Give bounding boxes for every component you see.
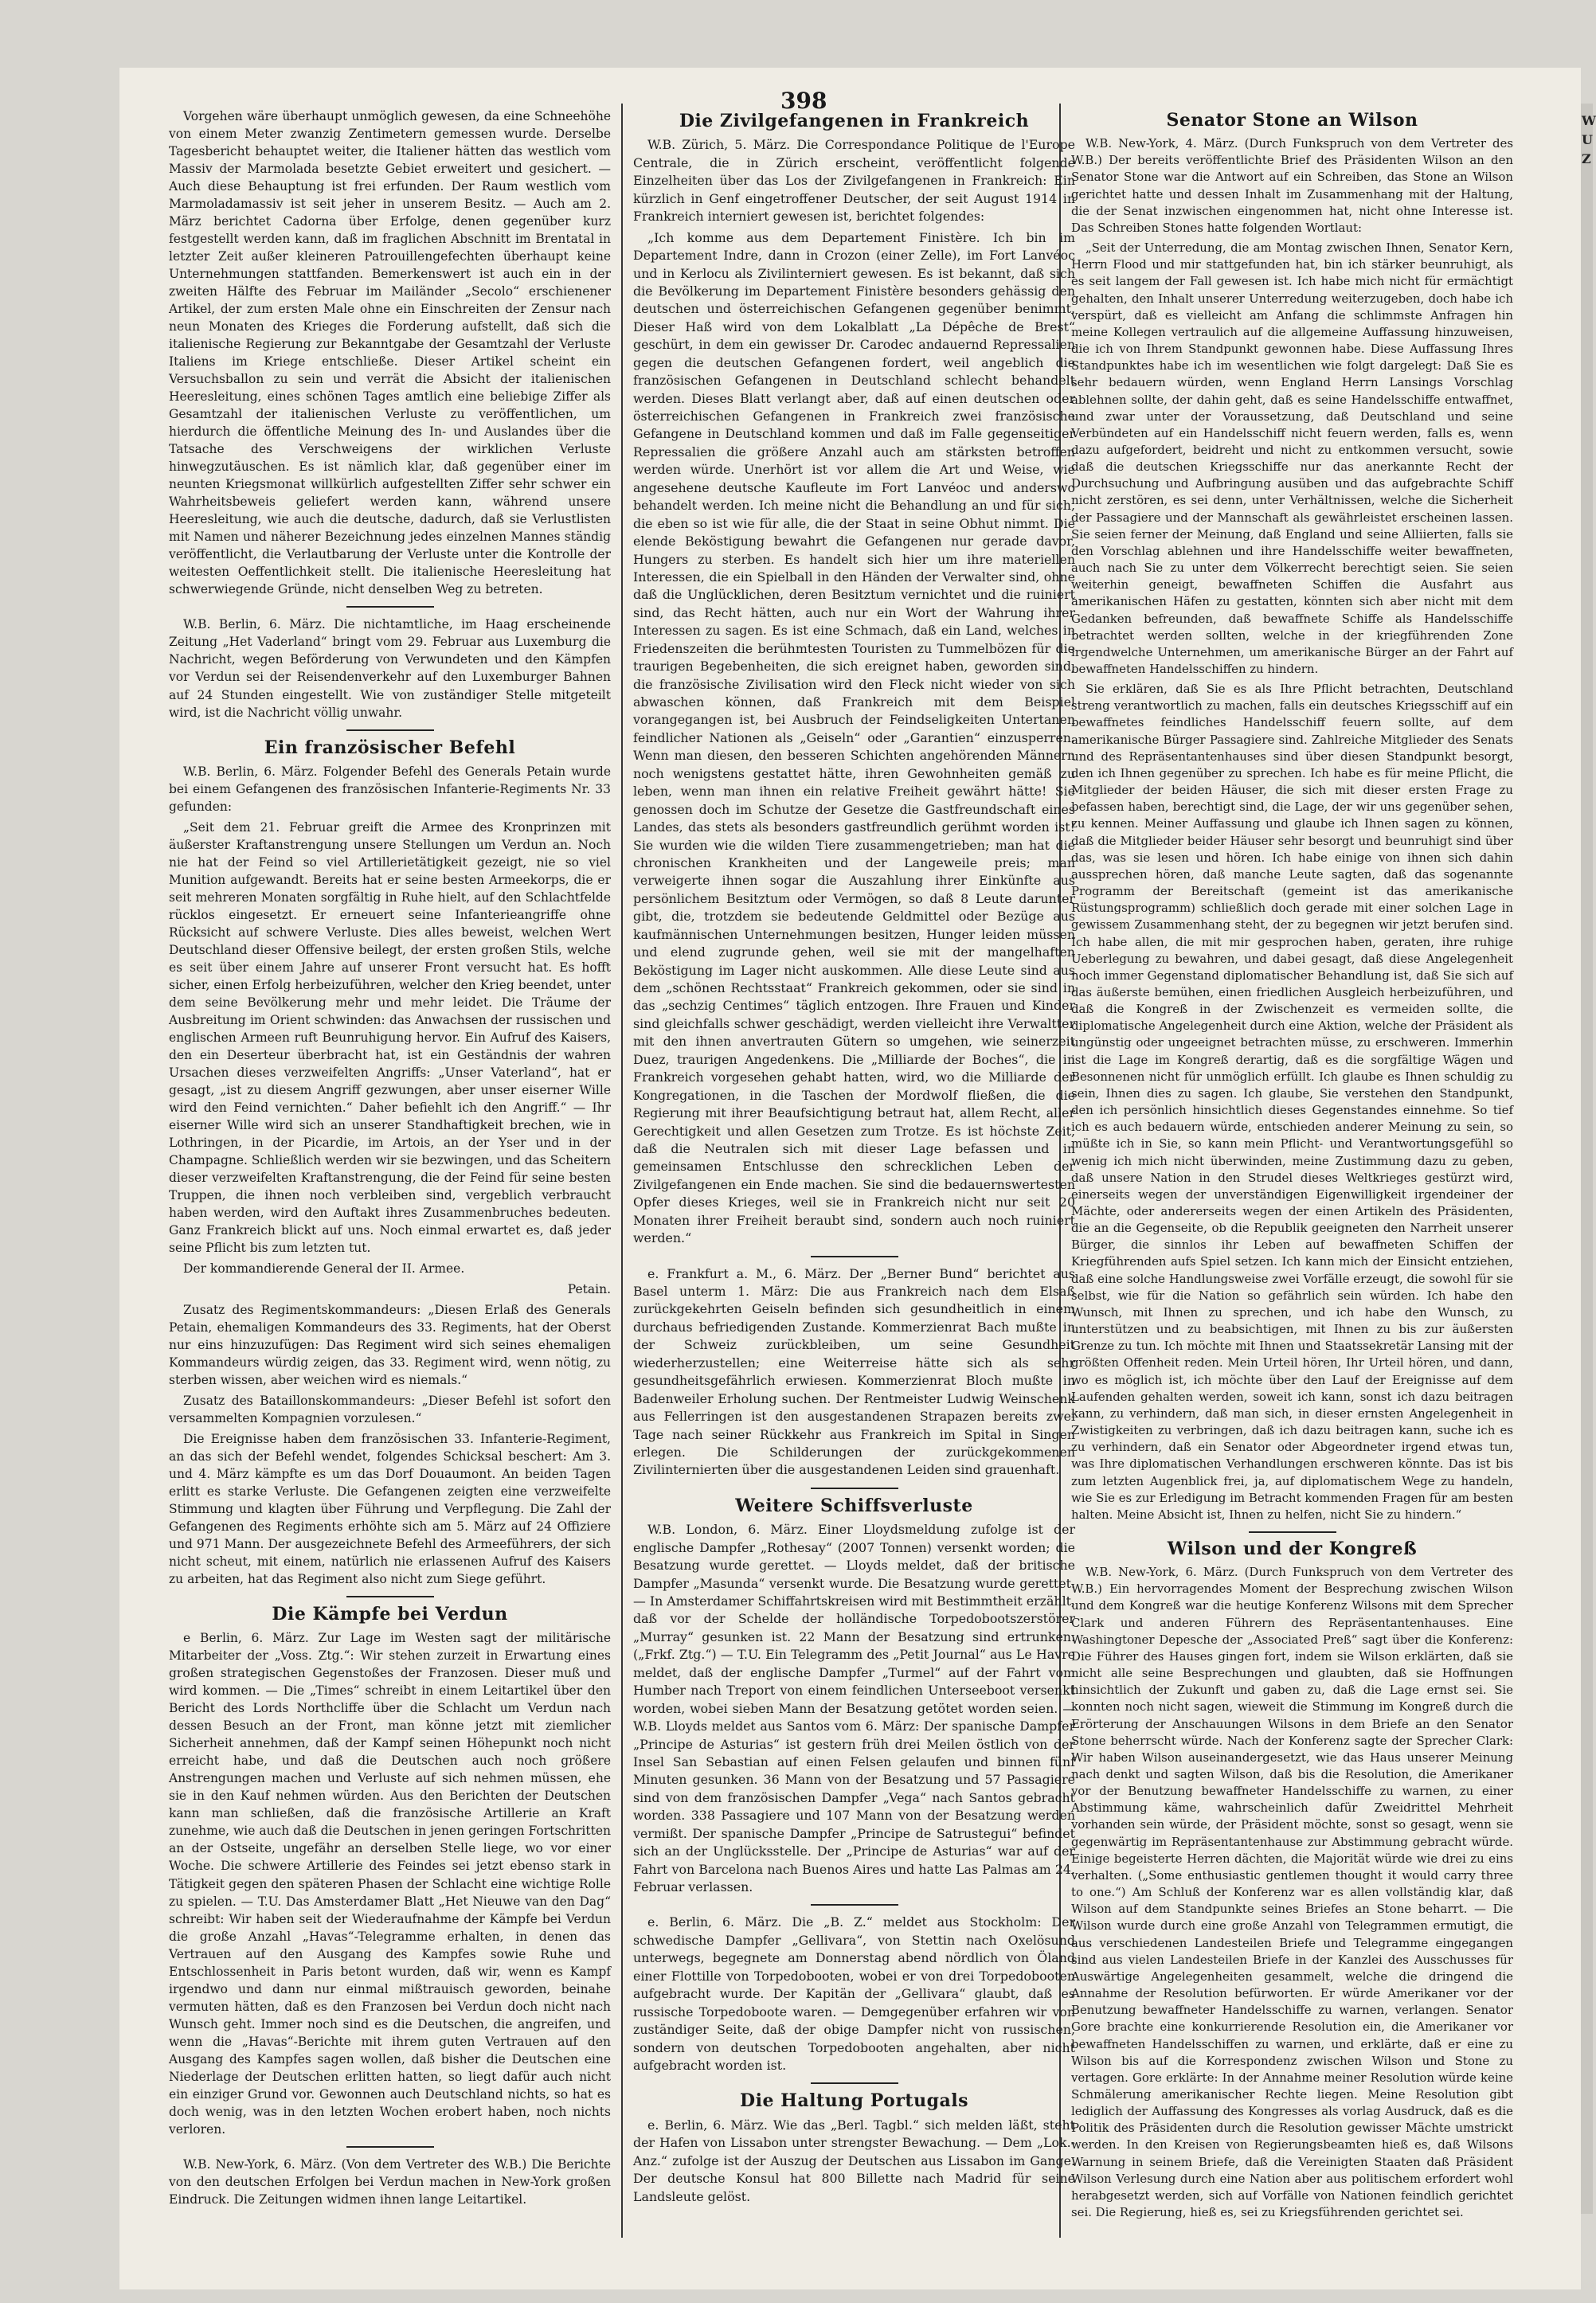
column-rule xyxy=(621,104,623,2238)
article-heading: Die Zivilgefangenen in Frankreich xyxy=(679,111,1030,131)
article-paragraph: „Seit der Unterredung, die am Montag zwischen Ihnen, Senator Kern, Herrn Flood und mir stattgefunden hat, bin ich stärker beunruhigt, als es seit langem der Fall gewesen ist. Ich habe mich nicht für ermächtigt gehalten, den Inhalt unserer Unterredung weiterzugeben, doch habe ich verspürt, daß es vielleicht am Anfang die schlimmste Anfragen hin meine Kollegen vertraulich auf die allgemeine Auffassung hinzuweisen, die ich von Ihrem Standpunkt gewonnen habe. Diese Auffassung Ihres Standpunktes habe ich im wesentlichen wie folgt dargelegt: Daß Sie es sehr bedauern würden, wenn England Herrn Lansings Vorschlag ablehnen sollte, der dahin geht, daß es seine Handelsschiffe entwaffnet, und zwar unter der Voraussetzung, daß Deutschland und seine Verbündeten auf ein Handelsschiff nicht feuern werden, falls es, wenn dazu aufgefordert, beidreht und nicht zu entkommen versucht, sowie daß die deutschen Kriegsschiffe nur das anerkannte Recht der Durchsuchung und Aufbringung ausüben und das aufgebrachte Schiff nicht zerstören, es sei denn, unter Verhältnissen, welche die Sicherheit der Passagiere und der Mannschaft als gewährleistet erscheinen lassen. Sie seien ferner der Meinung, daß England und seine Alliierten, falls sie den Vorschlag ablehnen und ihre Handelsschiffe weiter bewaffneten, auch nach Sie zu unter dem Völkerrecht berechtigt seien. Sie seien weiterhin geneigt, bewaffneten Schiffen die Ausfahrt aus amerikanischen Häfen zu gestatten, könnten sich aber nicht mit dem Gedanken befreunden, daß bewaffnete Schiffe als Handelsschiffe betrachtet werden sollten, welche in der kriegführenden Zone irgendwelche Unternehmen, um amerikanische Bürger an der Fahrt auf bewaffneten Handelsschiffen zu hindern. xyxy=(1071,240,1513,676)
separator xyxy=(811,1256,898,1257)
adjacent-page-text: W U Z xyxy=(1582,113,1596,166)
article-heading: Weitere Schiffsverluste xyxy=(735,1495,973,1516)
article-paragraph: Sie erklären, daß Sie es als Ihre Pflicht betrachten, Deutschland streng verantwortlich zu machen, falls ein deutsches Kriegsschiff auf ein bewaffnetes feindliches Handelsschiff feuern sollte, auf dem amerikanische Bürger Passagiere sind. Zahlreiche Mitglieder des Senats und des Repräsentantenhauses sind über diesen Standpunkt besorgt, den ich Ihnen gegenüber zu sprechen. Ich habe es für meine Pflicht, die Mitglieder der beiden Häuser, die sich mit dieser ersten Frage zu befassen haben, berechtigt sind, die Lage, der wir uns gegenüber sehen, zu kennen. Meiner Auffassung und glaube ich Ihnen sagen zu können, daß die Mitglieder beider Häuser sehr besorgt und beunruhigt sind über das, was sie lesen und hören. Ich habe einige von ihnen sich dahin aussprechen hören, daß manche Leute sagten, daß das sogenannte Programm der Bereitschaft (gemeint ist das amerikanische Rüstungsprogramm) schließlich doch gerade mit einer solchen Lage in gewissem Zusammenhang steht, der zu begegnen wir jetzt berufen sind. Ich habe allen, die mit mir gesprochen haben, geraten, ihre ruhige Ueberlegung zu bewahren, und dabei gesagt, daß diese Angelegenheit noch immer Gegenstand diplomatischer Behandlung ist, daß Sie sich auf das äußerste bemühen, einen friedlichen Ausgleich herbeizuführen, und daß die Kongreß in der Zwischenzeit es vermeiden sollte, die diplomatische Angelegenheit durch eine Aktion, welche der Präsident als ungünstig oder ungeeignet betrachten müsse, zu erschweren. Immerhin ist die Lage im Kongreß derartig, daß es die sorgfältige Wägen und Besonnenen nicht für unmöglich erfüllt. Ich glaube es Ihnen schuldig zu sein, Ihnen dies zu sagen. Ich glaube, Sie verstehen den Standpunkt, den ich persönlich hinsichtlich dieses Gegenstandes einnehme. So tief ich es auch bedauern würde, entschieden anderer Meinung zu sein, so müßte ich in Sie, so kann mein Pflicht- und Verantwortungsgefühl so wenig ich mich nicht überwinden, meine Zustimmung dazu zu geben, daß unsere Nation in den Strudel dieses Weltkrieges gestürzt wird, einerseits wegen der unverständigen Eigenwilligkeit irgendeiner der Mächte, oder andererseits wegen der einen Artikeln des Präsidenten, die an die Gegenseite, ob die Republik geeigneten den Narrheit unserer Bürger, die sinnlos ihr Leben auf bewaffneten Schiffen der Kriegführenden aufs Spiel setzen. Ich kann mich der Einsicht entziehen, daß eine solche Handlungsweise zwei Vorfälle erzeugt, die sowohl für sie selbst, wie für die Nation so gefährlich sein würden. Ich habe den Wunsch, mit Ihnen zu sprechen, und ich habe den Wunsch, zu unterstützen und zu beabsichtigen, mit Ihnen zu bis zur äußersten Grenze zu tun. Ich möchte mit Ihnen und Staatssekretär Lansing mit der größten Offenheit reden. Mein Urteil hören, Ihr Urteil hören, und dann, wo es möglich ist, ich möchte über den Lauf der Ereignisse auf dem Laufenden gehalten werden, soweit ich kann, sonst ich dazu beitragen kann, zu verhindern, daß man sich, in dieser ernsten Angelegenheit in Zwistigkeiten zu verbringen, daß ich dazu beitragen kann, suche ich es zu verhindern, daß ein Senator oder Abgeordneter irgend etwas tun, was Ihre diplomatischen Verhandlungen erschweren könnte. Das ist bis zum letzten Augenblick frei, ja, auf diplomatischem Wege zu handeln, wie Sie es zur Erledigung im Betracht kommenden Fragen für am besten halten. Meine Absicht ist, Ihnen zu helfen, nicht Sie zu hindern.“ xyxy=(1071,682,1513,1522)
separator xyxy=(346,2146,434,2148)
page-number: 398 xyxy=(780,88,827,114)
article-paragraph: e. Frankfurt a. M., 6. März. Der „Berner Bund“ berichtet aus Basel unterm 1. März: Die aus Frankreich nach dem Elsaß zurückgekehrten Geiseln befinden sich gesundheitlich in einem durchaus befriedigenden Zustande. Kommerzienrat Bach mußte in der Schweiz zurückbleiben, um seine Gesundheit wiederherzustellen; eine Weiterreise hätte sich als sehr gesundheitsgefährlich erwiesen. Kommerzienrat Bloch mußte in Badenweiler Erholung suchen. Der Rentmeister Ludwig Weinschenk aus Fellerringen ist den ausgestandenen Strapazen bereits zwei Tage nach seiner Rückkehr aus Frankreich im Spital in Singen erlegen. Die Schilderungen der zurückgekommenen Zivilinternierten über die ausgestandenen Leiden sind grauenhaft. xyxy=(633,1265,1075,1478)
separator xyxy=(811,1488,898,1489)
article-paragraph: W.B. Berlin, 6. März. Die nichtamtliche, im Haag erscheinende Zeitung „Het Vaderland“ bringt vom 29. Februar aus Luxemburg die Nachricht, wegen Beförderung von Verwundeten und den Kämpfen vor Verdun sei der Reisendenverkehr auf den Luxemburger Bahnen auf 24 Stunden eingestellt. Wie von zuständiger Stelle mitgeteilt wird, ist die Nachricht völlig unwahr. xyxy=(169,617,611,720)
article-paragraph: W.B. New-York, 6. März. (Durch Funkspruch von dem Vertreter des W.B.) Ein hervorragendes Moment der Besprechung zwischen Wilson und dem Kongreß war die heutige Konferenz Wilsons mit dem Sprecher Clark und anderen Führern des Repräsentantenhauses. Eine Washingtoner Depesche der „Associated Preß“ sagt über die Konferenz: Die Führer des Hauses gingen fort, indem sie Wilson erklärten, daß sie nicht alle seine Besprechungen und glaubten, daß sie Hoffnungen hinsichtlich der Zukunft und gaben zu, daß die Lage ernst sei. Sie konnten noch nicht sagen, wieweit die Stimmung im Kongreß durch die Erörterung der Anschauungen Wilsons in dem Briefe an den Senator Stone beherrscht würde. Nach der Konferenz sagte der Sprecher Clark: Wir haben Wilson auseinandergesetzt, wie das Haus unserer Meinung nach denkt und sagten Wilson, daß bis die Resolution, die Amerikaner vor der Benutzung bewaffneter Handelsschiffe zu warnen, zu einer Abstimmung käme, wahrscheinlich dafür Zweidrittel Mehrheit vorhanden sein würde, der Präsident möchte, sonst so gesagt, wenn sie gegenwärtig im Repräsentantenhause zur Abstimmung gebracht würde. Einige begeisterte Herren dächten, die Majorität würde wie drei zu eins verhalten. („Some enthusiastic gentlemen thought it would carry three to one.“) Am Schluß der Konferenz war es allen vollständig klar, daß Wilson auf dem Standpunkte seines Briefes an Stone beharrt. — Die Wilson wurde durch eine große Anzahl von Telegrammen ermutigt, die aus verschiedenen Landesteilen Briefe und Telegramme eingegangen sind aus vielen Landesteilen Briefe in der Kanzlei des Ausschusses für Auswärtige Angelegenheiten gesammelt, welche die dringend die Annahme der Resolution befürworten. Er würde Amerikaner vor der Benutzung bewaffneter Handelsschiffe zu warnen, verlangen. Senator Gore brachte eine konkurrierende Resolution ein, die Amerikaner vor bewaffneten Handelsschiffen zu warnen, und erklärte, daß er eine zu Wilson bis auf die Korrespondenz zwischen Wilson und Stone zu vertagen. Gore erklärte: In der Annahme meiner Resolution würde keine Schmälerung amerikanischer Rechte liegen. Meine Resolution gibt lediglich der Auffassung des Kongresses als vorlag Ausdruck, daß es die Politik des Präsidenten durch die Resolution gewisser Mächte umstrickt werden. In den Kreisen von Regierungsbeamten hieß es, daß Wilsons Warnung in seinem Briefe, daß die Vereinigten Staaten daß Präsident Wilson Verlesung durch eine Nation aber aus politischem erfordert wohl herabgesetzt werden, sich auf Vorfälle von Nationen feindlich gerichtet sei. Die Regierung, hieß es, sei zu Kriegsführenden gerichtet sei. xyxy=(1071,1565,1513,2220)
article-paragraph: „Seit dem 21. Februar greift die Armee des Kronprinzen mit äußerster Kraftanstrengung unsere Stellungen um Verdun an. Noch nie hat der Feind so viel Artillerietätigkeit gezeigt, nie so viel Munition aufgewandt. Bereits hat er seine besten Armeekorps, die er seit mehreren Monaten sorgfältig in Ruhe hielt, auf den Schlachtfelde rücklos eingesetzt. Er erneuert seine Infanterieangriffe ohne Rücksicht auf schwere Verluste. Dies alles beweist, welchen Wert Deutschland dieser Offensive beilegt, der ersten großen Stils, welche es seit über einem Jahre auf unserer Front versucht hat. Es hofft sicher, einen Erfolg herbeizuführen, welcher den Krieg beendet, unter dem seine Bevölkerung mehr und mehr leidet. Die Träume der Ausbreitung im Orient schwinden: das Anwachsen der russischen und englischen Armeen ruft Beunruhigung hervor. Ein Aufruf des Kaisers, den ein Deserteur überbracht hat, ist ein Geständnis der wahren Ursachen dieses verzweifelten Angriffs: „Unser Vaterland“, hat er gesagt, „ist zu diesem Angriff gezwungen, aber unser eiserner Wille wird den Feind vernichten.“ Daher befiehlt ich den Angriff.“ — Ihr eiserner Wille wird sich an unserer Standhaftigkeit brechen, wie in Lothringen, in der Picardie, im Artois, an der Yser und in der Champagne. Schließlich werden wir sie bezwingen, und das Scheitern dieser verzweifelten Kraftanstrengung, die der Feind für seine besten Truppen, die ihnen noch verbleiben sind, vergeblich verbraucht haben werden, wird den Auftakt ihres Zusammenbruches bedeuten. Ganz Frankreich blickt auf uns. Noch einmal erwartet es, daß jeder seine Pflicht bis zum letzten tut. xyxy=(169,819,611,1255)
article-paragraph: W.B. New-York, 6. März. (Von dem Vertreter des W.B.) Die Berichte von den deutschen Erfolgen bei Verdun machen in New-York großen Eindruck. Die Zeitungen widmen ihnen lange Leitartikel. xyxy=(169,2156,611,2207)
article-heading: Die Kämpfe bei Verdun xyxy=(272,1604,508,1625)
separator xyxy=(811,1904,898,1906)
article-paragraph: W.B. Zürich, 5. März. Die Correspondance Politique de l'Europe Centrale, die in Zürich erscheint, veröffentlicht folgende Einzelheiten über das Los der Zivilgefangenen in Frankreich: Ein kürzlich in Genf eingetroffener Deutscher, der seit August 1914 in Frankreich interniert gewesen ist, berichtet folgendes: xyxy=(633,137,1075,225)
article-heading: Wilson und der Kongreß xyxy=(1167,1538,1418,1559)
article-heading: Senator Stone an Wilson xyxy=(1166,110,1418,131)
article-paragraph: „Ich komme aus dem Departement Finistère. Ich bin im Departement Indre, dann in Crozon (einer Zelle), im Fort Lanvéoc und in Kerlocu als Zivilinterniert gewesen. Es ist bekannt, daß sich die Bevölkerung im Departement Finistère besonders gehässig den deutschen und österreichischen Gefangenen gegenüber benimmt. Dieser Haß wird von dem Lokalblatt „La Dépêche de Brest“ geschürt, in dem ein gewisser Dr. Carodec andauernd Repressalien gegen die deutschen Gefangenen fordert, weil angeblich die französischen Gefangenen in Deutschland schlecht behandelt werden. Dieses Blatt verlangt aber, daß auf einen deutschen oder österreichischen Gefangenen in Frankreich zwei französische Gefangene in Deutschland kommen und daß im Falle gegenseitiger Repressalien die größere Anzahl auch am stärksten betroffen werden würde. Unerhört ist vor allem die Art und Weise, wie angesehene deutsche Kaufleute im Fort Lanvéoc und anderswo behandelt werden. Ich meine nicht die Behandlung an und für sich, die eben so ist wie für alle, die der Staat in seine Obhut nimmt. Die elende Beköstigung bewahrt die Gefangenen nur gerade davor, Hungers zu sterben. Es handelt sich hier um ihre materiellen Interessen, die ein Spielball in den Händen der Verwalter sind, ohne daß die Unglücklichen, deren Besitztum vernichtet und die ruiniert sind, das Recht hätten, auch nur ein Wort der Wahrung ihrer Interessen zu sagen. Es ist eine Schmach, daß ein Land, welches in Friedenszeiten die berühmtesten Touristen zu Tummelbözen für die traurigen Begebenheiten, die sich ereignet haben, geworden sind, die französische Zivilisation wird den Fleck nicht wieder von sich abwaschen können, daß Frankreich mit dem Beispiel vorangegangen ist, bei Ausbruch der Feindseligkeiten Untertanen feindlicher Nationen als „Geiseln“ oder „Garantien“ einzusperren. Wenn man diesen, den besseren Schichten angehörenden Männern noch wenigstens gestattet hätte, ihren Gewohnheiten gemäß zu leben, wenn man ihnen ein relative Freiheit gewährt hätte! Sie genossen doch im Schutze der Gesetze die Gastfreundschaft eines Landes, das stets als besonders gastfreundlich gerühmt worden ist! Sie wurden wie die wilden Tiere zusammengetrieben; man hat die chronischen Krankheiten und der Langeweile preis; man verweigerte ihnen sogar die Auszahlung ihrer Einkünfte aus persönlichem Besitztum oder Vermögen, so daß 8 Leute darunter gibt, die, trotzdem sie bedeutende Geldmittel oder Bezüge aus kaufmännischen Unternehmungen besitzen, Hunger leiden müssen und elend zugrunde gehen, weil sie mit der mangelhaften Beköstigung im Lager nicht auskommen. Alle diese Leute sind aus dem „schönen Rechtsstaat“ Frankreich gekommen, oder sie sind in das „sechzig Centimes“ täglich entzogen. Ihre Frauen und Kinder sind gleichfalls schwer geschädigt, werden vielleicht ihre Verwaltter mit den ihnen anvertrauten Gütern so umgehen, wie seinerzeit Duez, traurigen Angedenkens. Die „Milliarde der Boches“, die in Frankreich vorgesehen gehabt hatten, wird, wo die Milliarde der Kongregationen, in die Taschen der Mordwolf fließen, die die Regierung mit ihrer Beaufsichtigung betraut hat, allem Recht, aller Gerechtigkeit und allen Gesetzen zum Trotze. Es ist höchste Zeit, daß die Neutralen sich mit dieser Lage befassen und in gemeinsamen Entschlusse den schrecklichen Leben der Zivilgefangenen ein Ende machen. Sie sind die bedauernswertesten Opfer dieses Krieges, weil sie in Frankreich nicht nur seit 20 Monaten ihrer Freiheit beraubt sind, sondern auch noch ruiniert werden.“ xyxy=(633,229,1075,1246)
article-paragraph: Zusatz des Bataillonskommandeurs: „Dieser Befehl ist sofort den versammelten Kompagnien vorzulesen.“ xyxy=(169,1394,611,1426)
article-paragraph: e Berlin, 6. März. Zur Lage im Westen sagt der militärische Mitarbeiter der „Voss. Ztg.“: Wir stehen zurzeit in Erwartung eines großen strategischen Gegenstoßes der Franzosen. Dieser muß und wird kommen. — Die „Times“ schreibt in einem Leitartikel über den Bericht des Lords Northcliffe über die Schlacht um Verdun nach dessen Besuch an der Front, man könne jetzt mit ziemlicher Sicherheit annehmen, daß der Kampf seinen Höhepunkt noch nicht erreicht habe, und daß die Deutschen auch noch größere Anstrengungen machen und Verluste auf sich nehmen müssen, ehe sie in den Kauf nehmen würden. Aus den Berichten der Deutschen kann man schließen, daß die französische Artillerie an Kraft zunehme, wie auch daß die Deutschen in jenen geringen Fortschritten an der Ostseite, ungefähr an derselben Stelle liege, wo vor einer Woche. Die schwere Artillerie des Feindes sei jetzt ebenso stark in Tätigkeit gegen den späteren Phasen der Schlacht eine wichtige Rolle zu spielen. — T.U. Das Amsterdamer Blatt „Het Nieuwe van den Dag“ schreibt: Wir haben seit der Wiederaufnahme der Kämpfe bei Verdun die große Anzahl „Havas“-Telegramme erhalten, in denen das Vertrauen auf den Ausgang des Kampfes sowie Ruhe und Entschlossenheit in Paris betont wurden, daß wir, wenn es Kampf irgendwo und dann nur einmal mißtrauisch geworden, beinahe vermuten hätten, daß es den Franzosen bei Verdun doch nicht nach Wunsch geht. Immer noch sind es die Deutschen, die angreifen, und wenn die „Havas“-Berichte mit ihrem guten Vertrauen auf den Ausgang des Kampfes sagen wollen, daß bisher die Deutschen eine Niederlage der Deutschen erlitten hatten, so liegt dafür auch nicht ein einziger Grund vor. Gewonnen auch Deutschland nichts, so hat es doch wenig, was in den letzten Wochen erobert haben, noch nichts verloren. xyxy=(169,1631,611,2137)
separator xyxy=(811,2082,898,2084)
article-paragraph: Zusatz des Regimentskommandeurs: „Diesen Erlaß des Generals Petain, ehemaligen Kommandeurs des 33. Regiments, hat der Oberst nur eins hinzuzufügen: Das Regiment wird sich seines ehemaligen Kommandeurs würdig zeigen, das 33. Regiment wird, wenn nötig, zu sterben wissen, aber weichen wird es niemals.“ xyxy=(169,1303,611,1388)
article-paragraph: W.B. New-York, 4. März. (Durch Funkspruch von dem Vertreter des W.B.) Der bereits veröffentlichte Brief des Präsidenten Wilson an den Senator Stone war die Antwort auf ein Schreiben, das Stone an Wilson gerichtet hatte und dessen Inhalt im Zusammenhang mit der Haltung, die der Senat inzwischen eingenommen hat, nicht ohne Interesse ist. Das Schreiben Stones hatte folgenden Wortlaut: xyxy=(1071,136,1513,235)
separator xyxy=(346,606,434,608)
article-paragraph: W.B. Berlin, 6. März. Folgender Befehl des Generals Petain wurde bei einem Gefangenen des französischen Infanterie-Regiments Nr. 33 gefunden: xyxy=(169,764,611,814)
article-signature: Petain. xyxy=(567,1282,611,1296)
article-paragraph: Der kommandierende General der II. Armee. xyxy=(183,1261,465,1276)
article-paragraph: Die Ereignisse haben dem französischen 33. Infanterie-Regiment, an das sich der Befehl wendet, folgendes Schicksal beschert: Am 3. und 4. März kämpfte es um das Dorf Douaumont. An beiden Tagen erlitt es starke Verluste. Die Gefangenen zeigten eine verzweifelte Stimmung und klagten über Führung und Verpflegung. Die Zahl der Gefangenen des Regiments erhöhte sich am 5. März auf 24 Offiziere und 971 Mann. Der ausgezeichnete Befehl des Armeeführers, der sich nicht scheut, mit einem, natürlich nie erlassenen Aufruf des Kaisers zu arbeiten, hat das Regiment also nicht zum Siege geführt. xyxy=(169,1432,611,1587)
article-paragraph: e. Berlin, 6. März. Wie das „Berl. Tagbl.“ sich melden läßt, steht der Hafen von Lissabon unter strengster Bewachung. — Dem „Lok.-Anz.“ zufolge ist der Auszug der Deutschen aus Lissabon im Gange. Der deutsche Konsul hat 800 Billette nach Madrid für seine Landsleute gelöst. xyxy=(633,2117,1075,2204)
article-heading: Die Haltung Portugals xyxy=(740,2090,968,2112)
column-left xyxy=(169,108,611,2211)
article-paragraph: Vorgehen wäre überhaupt unmöglich gewesen, da eine Schneehöhe von einem Meter zwanzig Zentimetern gemessen wurde. Derselbe Tagesbericht behauptet weiter, die Italiener hätten das westlich vom Massiv der Marmolada besetzte Gebiet erweitert und gesichert. — Auch diese Behauptung ist frei erfunden. Der Raum westlich vom Marmoladamassiv ist seit jeher in unserem Besitz. — Auch am 2. März berichtet Cadorna über Erfolge, denen gegenüber kurz festgestellt werden kann, daß im fraglichen Abschnitt im Brentatal in letzter Zeit außer kleineren Patrouillengefechten überhaupt keine Unternehmungen stattfanden. Bemerkenswert ist auch ein in der zweiten Hälfte des Februar im Mailänder „Secolo“ erschienener Artikel, der zum ersten Male ohne ein Einschreiten der Zensur nach neun Monaten des Krieges die Forderung aufstellt, daß sich die italienische Regierung zur Bekanntgabe der Gesamtzahl der Verluste Italiens im Kriege entschließe. Dieser Artikel scheint ein Versuchsballon zu sein und verrät die Absicht der italienischen Heeresleitung, eines schönen Tages amtlich eine beliebige Ziffer als Gesamtzahl der italienischen Verluste zu veröffentlichen, um hierdurch die öffentliche Meinung des In- und Auslandes über die Tatsache des Verschweigens der wirklichen Verluste hinwegzutäuschen. Es ist nämlich klar, daß gegenüber einer im neunten Kriegsmonat willkürlich aufgestellten Ziffer sehr schwer ein Wahrheitsbeweis geliefert werden kann, während unsere Heeresleitung, wie auch die deutsche, dadurch, daß sie Verlustlisten mit Namen und näherer Bezeichnung jedes einzelnen Mannes ständig veröffentlicht, die Verlautbarung der Verluste unter die Kontrolle der weitesten Oeffentlichkeit stellt. Die italienische Heeresleitung hat schwerwiegende Gründe, nicht denselben Weg zu betreten. xyxy=(169,109,611,597)
separator xyxy=(346,1596,434,1597)
article-heading: Ein französischer Befehl xyxy=(264,737,516,758)
article-paragraph: W.B. London, 6. März. Einer Lloydsmeldung zufolge ist der englische Dampfer „Rothesay“ (2007 Tonnen) versenkt worden; die Besatzung wurde gerettet. — Lloyds meldet, daß der britische Dampfer „Masunda“ versenkt wurde. Die Besatzung wurde gerettet. — In Amsterdamer Schiffahrtskreisen wird mit Bestimmtheit erzählt, daß vor der Schelde der holländische Torpedobootszerstörer „Murray“ gesunken ist. 22 Mann der Besatzung sind ertrunken. („Frkf. Ztg.“) — T.U. Ein Telegramm des „Petit Journal“ aus Le Havre meldet, daß der englische Dampfer „Turmel“ auf der Fahrt vom Humber nach Treport von einem feindlichen Unterseeboot versenkt worden, wobei sieben Mann der Besatzung getötet worden seien. — W.B. Lloyds meldet aus Santos vom 6. März: Der spanische Dampfer „Principe de Asturias“ ist gestern früh drei Meilen östlich von der Insel San Sebastian auf einen Felsen gelaufen und binnen fünf Minuten gesunken. 36 Mann von der Besatzung und 57 Passagiere sind von dem französischen Dampfer „Vega“ nach Santos gebracht worden. 338 Passagiere und 107 Mann von der Besatzung werden vermißt. Der spanische Dampfer „Principe de Satrustegui“ befindet sich an der Unglücksstelle. Der „Principe de Asturias“ war auf der Fahrt von Barcelona nach Buenos Aires und hatte Las Palmas am 24. Februar verlassen. xyxy=(633,1522,1075,1894)
separator xyxy=(346,729,434,731)
column-middle xyxy=(633,108,1075,2209)
article-paragraph: e. Berlin, 6. März. Die „B. Z.“ meldet aus Stockholm: Der schwedische Dampfer „Gellivara“, von Stettin nach Oxelösund unterwegs, begegnete am Donnerstag abend nördlich von Öland einer Flottille von Torpedobooten, wobei er von drei Torpedobooten aufgebracht wurde. Der Kapitän der „Gellivara“ glaubt, daß es russische Torpedoboote waren. — Demgegenüber erfahren wir von zuständiger Seite, daß der obige Dampfer nicht von russischen, sondern von deutschen Torpedobooten angehalten, aber nicht aufgebracht worden ist. xyxy=(633,1914,1075,2073)
column-right xyxy=(1071,108,1513,2224)
separator xyxy=(1249,1531,1336,1533)
